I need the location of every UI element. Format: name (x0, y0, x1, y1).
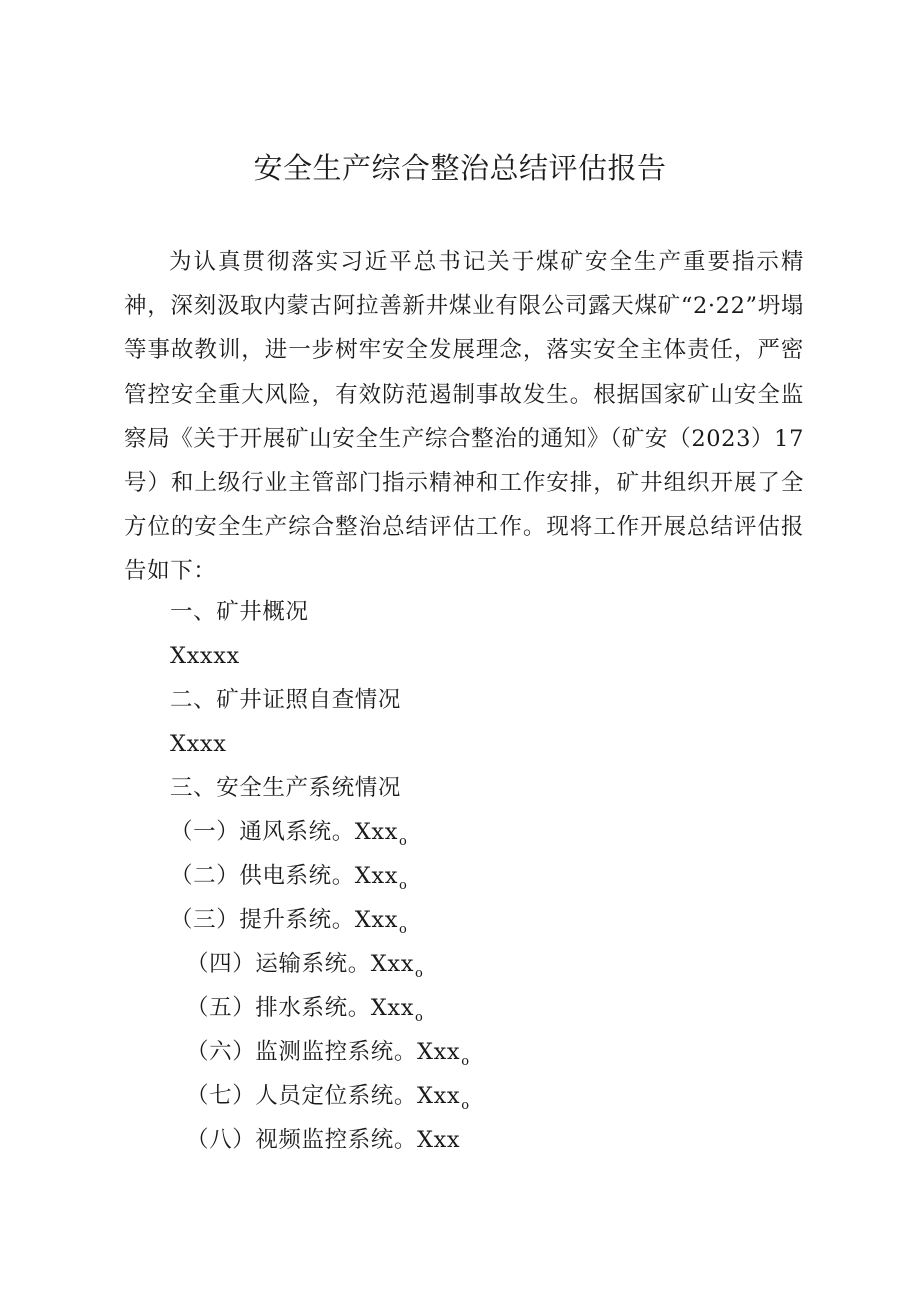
document-title: 安全生产综合整治总结评估报告 (253, 151, 667, 185)
system-item-drainage (186, 986, 423, 1034)
system-item-hoisting (170, 898, 407, 946)
section-heading-mine-overview: 一、矿井概况 (170, 599, 309, 625)
system-item-suffix: o (415, 966, 424, 981)
system-item-text: （四）运输系统。Xxx (186, 951, 414, 977)
system-item-suffix: o (461, 1098, 470, 1113)
section-heading-license-check: 二、矿井证照自查情况 (170, 687, 402, 713)
system-item-ventilation (170, 810, 407, 858)
system-item-monitoring (186, 1030, 470, 1078)
system-item-personnel-positioning (186, 1074, 470, 1122)
system-item-suffix: o (461, 1054, 470, 1069)
section-heading-safety-systems: 三、安全生产系统情况 (170, 775, 402, 801)
system-item-text: （八）视频监控系统。Xxx (186, 1127, 461, 1153)
system-item-transport (186, 942, 423, 990)
system-item-text: （三）提升系统。Xxx (170, 907, 398, 933)
system-item-video-surveillance (186, 1118, 461, 1166)
system-item-suffix: o (415, 1010, 424, 1025)
system-item-suffix: o (399, 878, 408, 893)
system-item-text: （六）监测监控系统。Xxx (186, 1039, 461, 1065)
system-item-power-supply (170, 854, 407, 902)
intro-paragraph: 为认真贯彻落实习近平总书记关于煤矿安全生产重要指示精神，深刻汲取内蒙古阿拉善新井煤业有限公司露天煤矿“2·22”坍塌等事故教训，进一步树牢安全发展理念，落实安全主体责任，严密管控安全重大风险，有效防范遏制事故发生。根据国家矿山安全监察局《关于开展矿山安全生产综合整治的通知》（矿安（2023）17号）和上级行业主管部门指示精神和工作安排，矿井组织开展了全方位的安全生产综合整治总结评估工作。现将工作开展总结评估报告如下： (124, 249, 804, 585)
system-item-text: （七）人员定位系统。Xxx (186, 1083, 461, 1109)
section-body-mine-overview: Xxxxx (170, 643, 240, 669)
section-body-license-check: Xxxx (170, 731, 227, 757)
system-item-text: （一）通风系统。Xxx (170, 819, 398, 845)
system-item-suffix: o (399, 834, 408, 849)
system-item-text: （五）排水系统。Xxx (186, 995, 414, 1021)
system-item-suffix: o (399, 922, 408, 937)
system-item-text: （二）供电系统。Xxx (170, 863, 398, 889)
